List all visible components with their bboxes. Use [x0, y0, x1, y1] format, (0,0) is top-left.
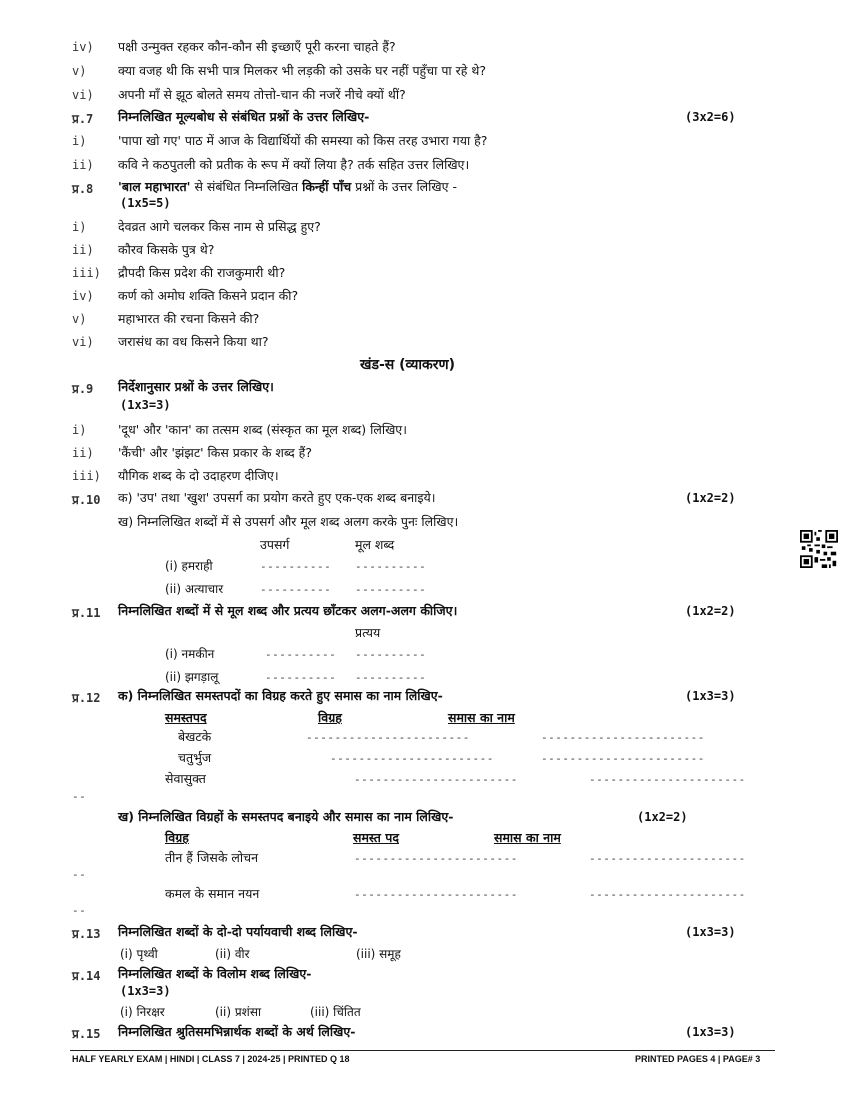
footer-left: HALF YEARLY EXAM | HINDI | CLASS 7 | 2024-25 | PRINTED Q 18: [72, 1054, 350, 1064]
answer-blank: ----------: [355, 671, 427, 684]
answer-blank: -----------------------: [354, 852, 518, 865]
answer-blank: ----------------------: [589, 773, 746, 786]
marks-badge: (1x3=3): [120, 984, 171, 998]
answer-blank: ----------------------: [589, 852, 746, 865]
question-text: द्रौपदी किस प्रदेश की राजकुमारी थी?: [118, 265, 286, 280]
question-text: 'दूध' और 'कान' का तत्सम शब्द (संस्कृत का मूल शब्द) लिखिए।: [118, 422, 407, 437]
question-text: 'पापा खो गए' पाठ में आज के विद्यार्थियों की समस्या को किस तरह उभारा गया है?: [118, 133, 488, 148]
question-text: अपनी माँ से झूठ बोलते समय तोत्तो-चान की नजरें नीचे क्यों थीं?: [118, 87, 406, 102]
question-text: पक्षी उन्मुक्त रहकर कौन-कौन सी इच्छाएँ पूरी करना चाहते हैं?: [118, 39, 396, 54]
question-text: 'कैंची' और 'झंझट' किस प्रकार के शब्द हैं?: [118, 445, 312, 460]
question-text: जरासंध का वध किसने किया था?: [118, 334, 269, 349]
q8-text-a: से संबंधित निम्नलिखित: [190, 179, 303, 194]
question-heading: निम्नलिखित श्रुतिसमभिन्नार्थक शब्दों के अर्थ लिखिए-: [118, 1024, 356, 1039]
footer-divider: [70, 1050, 775, 1051]
column-header: समस्तपद: [165, 710, 207, 725]
question-heading: ख) निम्नलिखित विग्रहों के समस्तपद बनाइये और समास का नाम लिखिए-: [118, 809, 454, 824]
question-number: प्र.11: [72, 606, 101, 620]
section-heading: खंड-स (व्याकरण): [360, 357, 456, 373]
column-header: विग्रह: [165, 830, 189, 845]
question-text: कवि ने कठपुतली को प्रतीक के रूप में क्यों लिया है? तर्क सहित उत्तर लिखिए।: [118, 157, 470, 172]
marks-badge: (1x3=3): [685, 925, 736, 939]
word-item: चतुर्भुज: [178, 750, 212, 765]
option-item: (i) पृथ्वी: [120, 947, 158, 961]
word-item: तीन हैं जिसके लोचन: [165, 850, 259, 865]
qr-code-icon: [800, 530, 838, 568]
word-item: (ii) अत्याचार: [165, 582, 224, 596]
word-item: कमल के समान नयन: [165, 886, 260, 901]
question-text: महाभारत की रचना किसने की?: [118, 311, 260, 326]
answer-blank: ----------: [355, 560, 427, 573]
answer-blank: -----------------------: [330, 752, 494, 765]
item-label: iv): [72, 289, 94, 303]
question-heading: निम्नलिखित शब्दों के विलोम शब्द लिखिए-: [118, 966, 312, 981]
question-heading: [118, 178, 457, 195]
column-header: समास का नाम: [448, 710, 515, 725]
question-heading: निम्नलिखित शब्दों के दो-दो पर्यायवाची शब्द लिखिए-: [118, 924, 358, 939]
item-label: vi): [72, 88, 94, 102]
column-header: समास का नाम: [494, 830, 561, 845]
answer-blank: ----------: [355, 648, 427, 661]
answer-blank: -----------------------: [541, 752, 705, 765]
question-text: कर्ण को अमोघ शक्ति किसने प्रदान की?: [118, 288, 299, 303]
word-item: सेवासुक्त: [165, 771, 206, 786]
question-text: क्या वजह थी कि सभी पात्र मिलकर भी लड़की को उसके घर नहीं पहुँचा पा रहे थे?: [118, 63, 486, 78]
item-label: iii): [72, 266, 101, 280]
marks-badge: (1x3=3): [685, 1025, 736, 1039]
item-label: i): [72, 134, 87, 148]
question-number: प्र.15: [72, 1027, 101, 1041]
question-heading: क) निम्नलिखित समस्तपदों का विग्रह करते हुए समास का नाम लिखिए-: [118, 688, 443, 703]
answer-blank: ----------: [260, 560, 332, 573]
answer-blank: ----------: [355, 583, 427, 596]
question-heading: निम्नलिखित शब्दों में से मूल शब्द और प्रत्यय छाँटकर अलग-अलग कीजिए।: [118, 603, 458, 618]
marks-badge: (1x2=2): [685, 491, 736, 505]
answer-blank-continuation: --: [72, 904, 87, 917]
answer-blank: ----------: [265, 648, 337, 661]
question-number: प्र.13: [72, 927, 101, 941]
column-header: समस्त पद: [353, 830, 400, 845]
question-heading: निर्देशानुसार प्रश्नों के उत्तर लिखिए।: [118, 379, 274, 394]
option-item: (ii) वीर: [215, 947, 250, 961]
question-text: देवव्रत आगे चलकर किस नाम से प्रसिद्ध हुए?: [118, 219, 321, 234]
answer-blank-continuation: --: [72, 790, 87, 803]
column-header: विग्रह: [318, 710, 342, 725]
answer-blank-continuation: --: [72, 868, 87, 881]
answer-blank: -----------------------: [354, 888, 518, 901]
word-item: बेखटके: [178, 729, 212, 744]
item-label: vi): [72, 335, 94, 349]
question-number: प्र.9: [72, 382, 94, 396]
word-item: (ii) झगड़ालू: [165, 670, 219, 684]
marks-badge: (1x2=2): [685, 604, 736, 618]
column-header: मूल शब्द: [355, 537, 395, 552]
option-item: (iii) समूह: [356, 947, 401, 961]
answer-blank: -----------------------: [541, 731, 705, 744]
footer-right: PRINTED PAGES 4 | PAGE# 3: [635, 1054, 761, 1064]
marks-badge: (1x2=2): [637, 810, 688, 824]
item-label: v): [72, 64, 87, 78]
question-number: प्र.12: [72, 691, 101, 705]
q8-emphasis: किन्हीं पाँच: [302, 179, 352, 194]
item-label: ii): [72, 446, 94, 460]
marks-badge: (1x5=5): [120, 196, 171, 210]
item-label: i): [72, 220, 87, 234]
question-text: ख) निम्नलिखित शब्दों में से उपसर्ग और मूल शब्द अलग करके पुनः लिखिए।: [118, 514, 459, 529]
answer-blank: ----------: [260, 583, 332, 596]
item-label: iii): [72, 469, 101, 483]
question-number: प्र.8: [72, 182, 94, 196]
option-item: (i) निरक्षर: [120, 1005, 165, 1019]
option-item: (ii) प्रशंसा: [215, 1005, 262, 1019]
q8-text-b: प्रश्नों के उत्तर लिखिए -: [351, 179, 458, 194]
marks-badge: (1x3=3): [120, 398, 171, 412]
item-label: iv): [72, 40, 94, 54]
answer-blank: ----------------------: [589, 888, 746, 901]
question-number: प्र.7: [72, 112, 94, 126]
item-label: i): [72, 423, 87, 437]
item-label: ii): [72, 158, 94, 172]
word-item: (i) नमकीन: [165, 647, 215, 661]
answer-blank: ----------: [265, 671, 337, 684]
option-item: (iii) चिंतित: [310, 1005, 361, 1019]
question-number: प्र.14: [72, 969, 101, 983]
question-heading: निम्नलिखित मूल्यबोध से संबंधित प्रश्नों के उत्तर लिखिए-: [118, 109, 370, 124]
word-item: (i) हमराही: [165, 559, 213, 573]
question-text: यौगिक शब्द के दो उदाहरण दीजिए।: [118, 468, 279, 483]
question-number: प्र.10: [72, 493, 101, 507]
column-header: उपसर्ग: [260, 537, 290, 552]
marks-badge: (3x2=6): [685, 110, 736, 124]
answer-blank: -----------------------: [306, 731, 470, 744]
answer-blank: -----------------------: [354, 773, 518, 786]
item-label: v): [72, 312, 87, 326]
question-text: क) 'उप' तथा 'खुश' उपसर्ग का प्रयोग करते हुए एक-एक शब्द बनाइये।: [118, 490, 436, 505]
question-text: कौरव किसके पुत्र थे?: [118, 242, 215, 257]
item-label: ii): [72, 243, 94, 257]
column-header: प्रत्यय: [355, 625, 381, 640]
q8-title: 'बाल महाभारत': [118, 179, 191, 194]
marks-badge: (1x3=3): [685, 689, 736, 703]
